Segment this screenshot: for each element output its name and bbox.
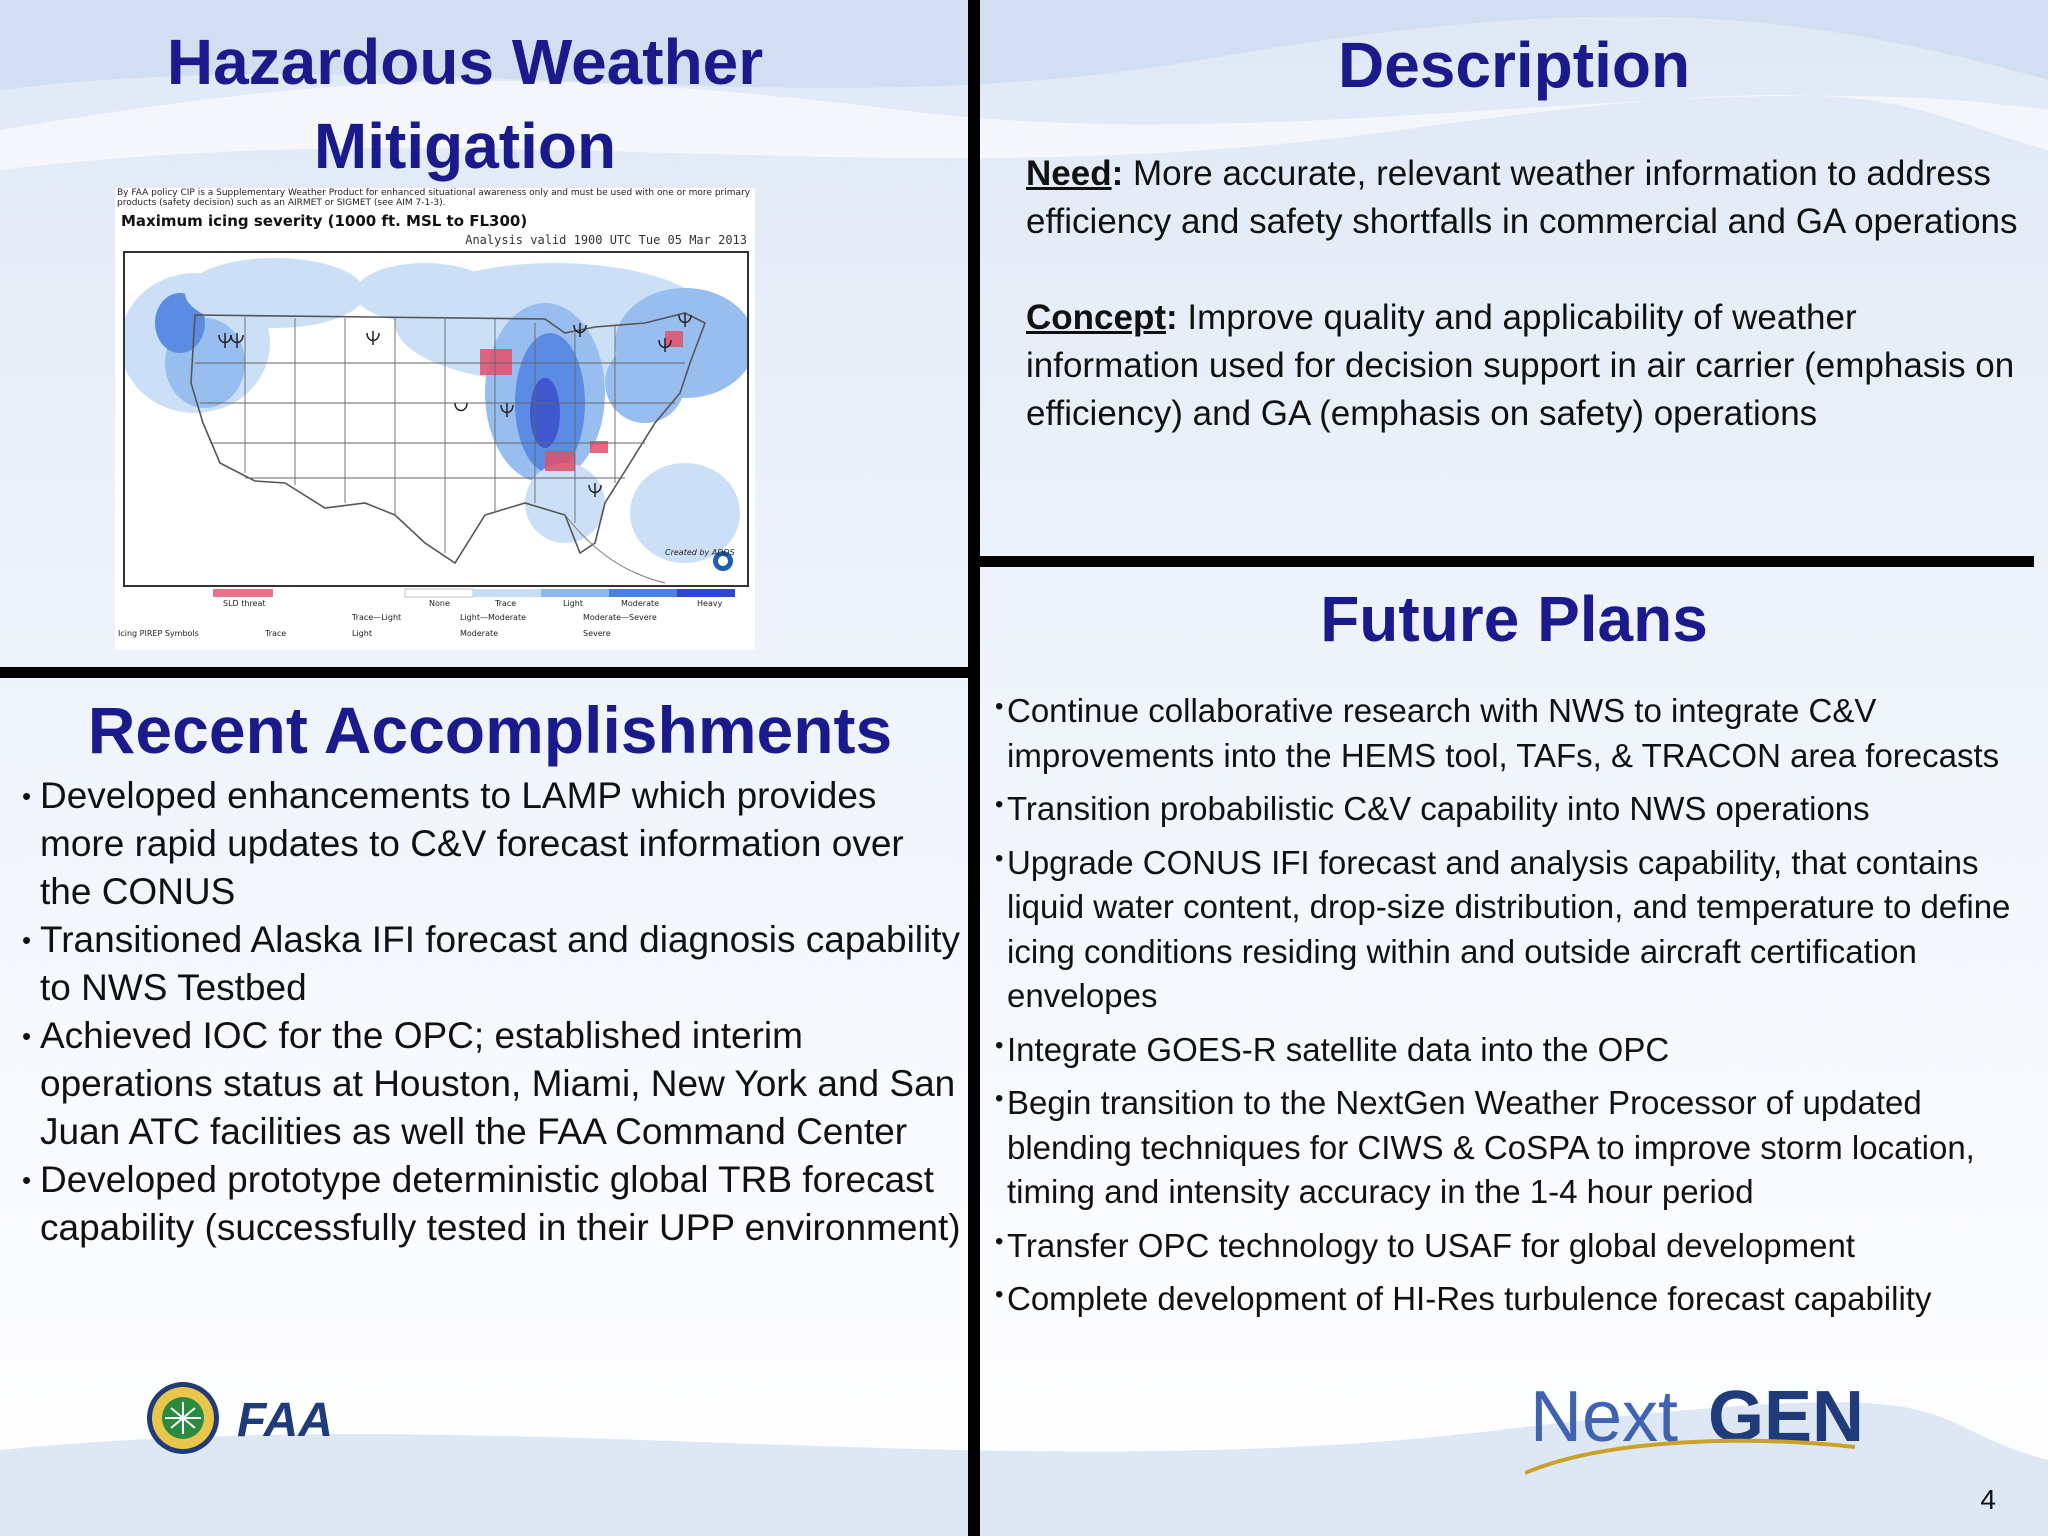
faa-wordmark: FAA [237, 1394, 333, 1447]
concept-paragraph: Concept: Improve quality and applicability of weather information used for decision support in air carrier (emphasis on efficiency) and GA (emphasis on safety) operations [1026, 298, 2015, 433]
future-plans-panel [980, 569, 2048, 1536]
description-panel [980, 0, 2048, 556]
accomplishments-panel [0, 680, 966, 1536]
description-body [1026, 150, 2026, 438]
pirep-trace: Trace [265, 629, 287, 638]
pirep-moderate: Moderate [460, 629, 499, 638]
faa-logo [145, 1378, 385, 1458]
list-item-text: Upgrade CONUS IFI forecast and analysis capability, that contains liquid water content, drop-size distribution, and temperature to define icing conditions residing within and outside aircraft certification envelopes [1007, 843, 2011, 1014]
page-number: 4 [1980, 1484, 1996, 1515]
pirep-light: Light [352, 629, 372, 638]
list-item-text: Begin transition to the NextGen Weather Processor of updated blending techniques for CIWS & CoSPA to improve storm location, timing and intensity accuracy in the 1-4 hour period [1007, 1084, 1975, 1210]
map-title: Maximum icing severity (1000 ft. MSL to FL300) [121, 212, 528, 230]
nextgen-next: Next [1530, 1377, 1679, 1457]
list-item-text: Continue collaborative research with NWS to integrate C&V improvements into the HEMS tool, TAFs, & TRACON area forecasts [1007, 692, 2000, 774]
list-item-text: Integrate GOES-R satellite data into the OPC [1007, 1030, 1670, 1068]
need-label: Need [1026, 154, 1112, 193]
list-item: • Integrate GOES-R satellite data into the OPC [995, 1030, 1670, 1068]
list-item-text: Transfer OPC technology to USAF for global development [1007, 1226, 1856, 1264]
nextgen-gen: GEN [1708, 1377, 1865, 1457]
nextgen-logo [1525, 1369, 1905, 1479]
concept-label: Concept [1026, 298, 1166, 337]
icing-map-figure [115, 188, 755, 650]
severity-trace: Trace [495, 599, 517, 608]
policy-note: By FAA policy CIP is a Supplementary Weather Product for enhanced situational awareness only and must be used with one or more primary products (safety decision) such as an AIRMET or SIGMET (see AIM 7-1-3). [117, 188, 751, 208]
legend-graphic [115, 586, 755, 650]
list-item-text: Developed enhancements to LAMP which provides more rapid updates to C&V forecast information over the CONUS [40, 775, 904, 912]
pirep-moderate-severe: Moderate—Severe [583, 613, 657, 622]
severity-none: None [429, 599, 450, 608]
sld-label: SLD threat [223, 599, 266, 608]
severity-moderate: Moderate [621, 599, 660, 608]
severity-heavy: Heavy [697, 599, 723, 608]
panel-title [0, 20, 930, 188]
map-legend [115, 586, 755, 650]
icing-map [123, 251, 749, 587]
list-item: • Continue collaborative research with NWS to integrate C&V improvements into the HEMS tool, TAFs, & TRACON area forecasts [995, 692, 2000, 774]
map-valid-time: Analysis valid 1900 UTC Tue 05 Mar 2013 [465, 233, 747, 247]
list-item: • Transfer OPC technology to USAF for global development [995, 1226, 1856, 1264]
need-paragraph: Need: More accurate, relevant weather information to address efficiency and safety shortfalls in commercial and GA operations [1026, 154, 2018, 241]
title-line-2: Mitigation [313, 110, 617, 182]
future-plans-title: Future Plans [1320, 583, 1708, 655]
list-item: • Developed enhancements to LAMP which provides more rapid updates to C&V forecast information over the CONUS [22, 775, 904, 912]
list-item: • Upgrade CONUS IFI forecast and analysis capability, that contains liquid water content, drop-size distribution, and temperature to define icing conditions residing within and outside aircraft certification envelopes [995, 843, 2011, 1014]
map-credit: Created by ADDS [665, 548, 735, 557]
pirep-light-moderate: Light—Moderate [460, 613, 527, 622]
future-plans-list [995, 689, 2048, 1331]
pirep-trace-light: Trace—Light [352, 613, 402, 622]
list-item: • Complete development of HI-Res turbulence forecast capability [995, 1280, 1932, 1317]
title-line-1: Hazardous Weather [166, 26, 764, 98]
right-horizontal-divider [980, 556, 2034, 567]
us-icing-map-graphic [125, 253, 747, 585]
need-text: More accurate, relevant weather information to address efficiency and safety shortfalls in commercial and GA operations [1026, 154, 2018, 241]
description-title: Description [1337, 29, 1691, 101]
list-item-text: Transition probabilistic C&V capability into NWS operations [1007, 790, 1870, 827]
list-item: • Transitioned Alaska IFI forecast and diagnosis capability to NWS Testbed [22, 919, 961, 1008]
list-item: • Achieved IOC for the OPC; established interim operations status at Houston, Miami, New York and San Juan ATC facilities as well the FAA Command Center [22, 1015, 956, 1152]
pirep-severe: Severe [583, 629, 611, 638]
pirep-title: Icing PIREP Symbols [118, 629, 199, 638]
list-item-text: Achieved IOC for the OPC; established interim operations status at Houston, Miami, New York and San Juan ATC facilities as well the FAA Command Center [40, 1015, 956, 1152]
icing-coverage [125, 258, 747, 563]
vertical-divider [968, 0, 980, 1536]
left-horizontal-divider [0, 667, 968, 678]
concept-text: Improve quality and applicability of weather information used for decision support in air carrier (emphasis on efficiency) and GA (emphasis on safety) operations [1026, 298, 2015, 433]
list-item: • Begin transition to the NextGen Weather Processor of updated blending techniques for CIWS & CoSPA to improve storm location, timing and intensity accuracy in the 1-4 hour period [995, 1084, 1975, 1210]
hazardous-weather-panel [0, 0, 966, 667]
accomplishments-list [22, 772, 962, 1252]
list-item-text: Developed prototype deterministic global TRB forecast capability (successfully tested in their UPP environment) [40, 1159, 961, 1248]
list-item: • Developed prototype deterministic global TRB forecast capability (successfully tested in their UPP environment) [22, 1159, 961, 1248]
severity-light: Light [563, 599, 583, 608]
accomplishments-title: Recent Accomplishments [87, 693, 893, 767]
list-item-text: Complete development of HI-Res turbulence forecast capability [1007, 1280, 1932, 1317]
list-item: • Transition probabilistic C&V capability into NWS operations [995, 790, 1870, 827]
list-item-text: Transitioned Alaska IFI forecast and diagnosis capability to NWS Testbed [40, 919, 961, 1008]
